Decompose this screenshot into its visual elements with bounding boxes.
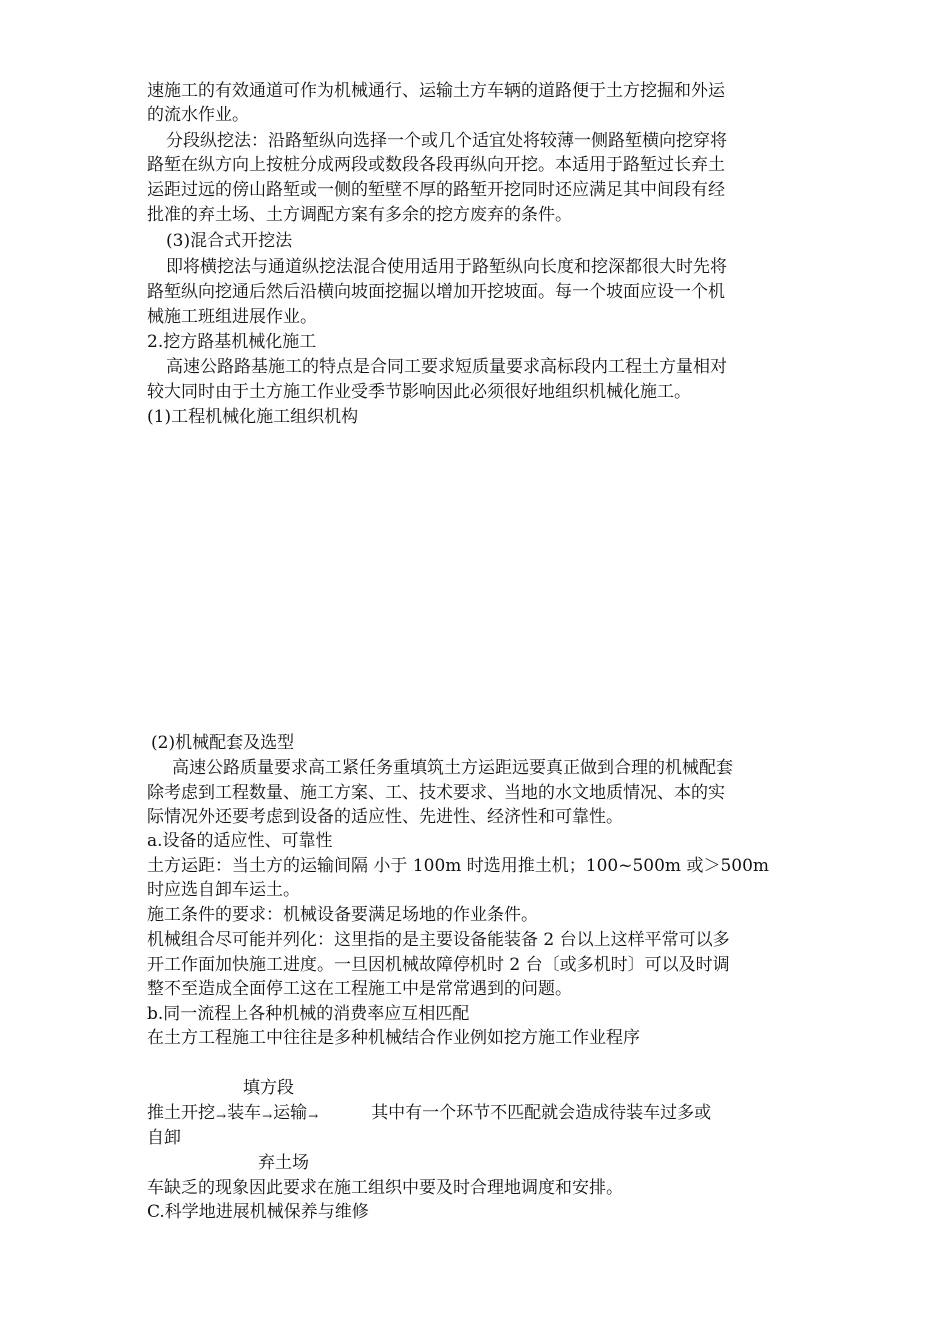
paragraph-line: 高速公路质量要求高工紧任务重填筑土方运距远要真正做到合理的机械配套 <box>172 758 733 778</box>
paragraph-line: 即将横挖法与通道纵挖法混合使用适用于路堑纵向长度和挖深都很大时先将 <box>166 257 727 277</box>
paragraph-line: 路堑在纵方向上按桩分成两段或数段各段再纵向开挖。本适用于路堑过长弃土 <box>147 155 725 175</box>
paragraph-line: 土方运距：当土方的运输间隔 小于 100m 时选用推土机；100~500m 或＞500m <box>147 856 770 876</box>
paragraph-line: 际情况外还要考虑到设备的适应性、先进性、经济性和可靠性。 <box>147 807 623 827</box>
section-heading: C.科学地进展机械保养与维修 <box>147 1202 369 1222</box>
flow-step-transport: 运输 <box>273 1103 308 1123</box>
arrow-right-icon: → <box>308 1109 319 1123</box>
paragraph-line: 高速公路路基施工的特点是合同工要求短质量要求高标段内工程土方量相对 <box>166 357 727 377</box>
flow-label-spoil-area: 弃土场 <box>258 1153 309 1173</box>
paragraph-line: 较大同时由于土方施工作业受季节影响因此必须很好地组织机械化施工。 <box>147 382 691 402</box>
paragraph-line: 时应选自卸车运土。 <box>147 880 300 900</box>
paragraph-line: 施工条件的要求：机械设备要满足场地的作业条件。 <box>147 905 538 925</box>
section-heading: (3)混合式开挖法 <box>166 231 293 251</box>
paragraph-line: 械施工班组进展作业。 <box>147 307 317 327</box>
paragraph-line: 运距过远的傍山路堑或一侧的堑壁不厚的路堑开挖同时还应满足其中间段有经 <box>147 180 725 200</box>
paragraph-line: 在土方工程施工中往往是多种机械结合作业例如挖方施工作业程序 <box>147 1028 640 1048</box>
paragraph-line: 速施工的有效通道可作为机械通行、运输土方车辆的道路便于土方挖掘和外运 <box>147 81 725 101</box>
flow-step-bulldoze: 推土开挖 <box>147 1103 215 1123</box>
section-heading: (2)机械配套及选型 <box>151 733 295 753</box>
section-heading: 2.挖方路基机械化施工 <box>147 332 317 352</box>
paragraph-line: 的流水作业。 <box>147 105 249 125</box>
paragraph-line: 开工作面加快施工进度。一旦因机械故障停机时 2 台〔或多机时〕可以及时调 <box>147 955 730 975</box>
arrow-right-icon: → <box>262 1109 273 1123</box>
paragraph-line: 整不至造成全面停工这在工程施工中是常常遇到的问题。 <box>147 979 572 999</box>
flow-continuation-text: 其中有一个环节不匹配就会造成待装车过多或 <box>371 1103 712 1123</box>
flow-step-loading: 装车 <box>227 1103 262 1123</box>
paragraph-line: 分段纵挖法：沿路堑纵向选择一个或几个适宜处将较薄一侧路堑横向挖穿将 <box>166 131 727 151</box>
paragraph-line: 除考虑到工程数量、施工方案、工、技术要求、当地的水文地质情况、本的实 <box>147 783 725 803</box>
paragraph-line: 路堑纵向挖通后然后沿横向坡面挖掘以增加开挖坡面。每一个坡面应设一个机 <box>147 282 725 302</box>
paragraph-line: 车缺乏的现象因此要求在施工组织中要及时合理地调度和安排。 <box>147 1178 623 1198</box>
arrow-right-icon: → <box>216 1109 227 1123</box>
flow-sequence <box>147 1101 711 1125</box>
section-heading: a.设备的适应性、可靠性 <box>147 831 333 851</box>
flow-wrap-text: 自卸 <box>147 1128 181 1148</box>
section-heading: (1)工程机械化施工组织机构 <box>147 407 359 427</box>
paragraph-line: 批准的弃土场、土方调配方案有多余的挖方废弃的条件。 <box>147 205 572 225</box>
flow-label-fill-section: 填方段 <box>243 1078 294 1098</box>
section-heading: b.同一流程上各种机械的消费率应互相匹配 <box>147 1004 470 1024</box>
paragraph-line: 机械组合尽可能并列化：这里指的是主要设备能装备 2 台以上这样平常可以多 <box>147 930 730 950</box>
